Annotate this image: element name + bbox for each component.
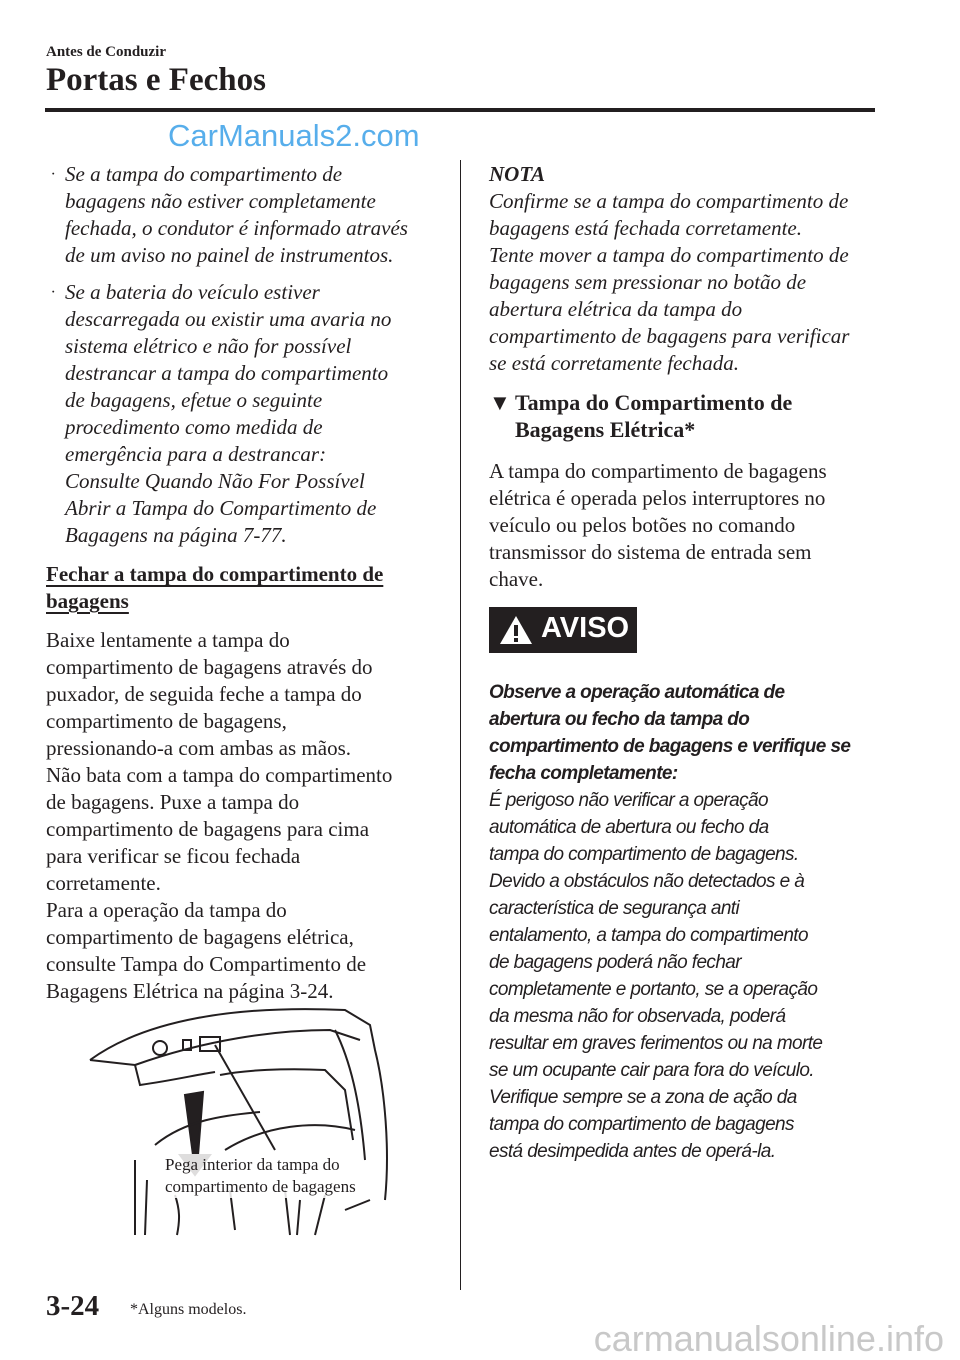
text-line: para verificar se ficou fechada bbox=[46, 844, 301, 868]
text-line: sistema elétrico e não for possível bbox=[65, 334, 352, 358]
text-line: descarregada ou existir uma avaria no bbox=[65, 307, 392, 331]
footnote: *Alguns modelos. bbox=[130, 1301, 247, 1318]
subsection-heading bbox=[46, 561, 383, 615]
text-line: Devido a obstáculos não detectados e à bbox=[489, 871, 805, 892]
text-line: está desimpedida antes de operá-la. bbox=[489, 1141, 776, 1162]
text-line: de um aviso no painel de instrumentos. bbox=[65, 243, 394, 267]
text-line: compartimento de bagagens elétrica, bbox=[46, 925, 354, 949]
heading-marker: ▼ bbox=[489, 390, 511, 415]
text-line: entalamento, a tampa do compartimento bbox=[489, 925, 808, 946]
text-line: bagagens está fechada corretamente. bbox=[489, 216, 802, 240]
warning-badge bbox=[489, 607, 637, 653]
text-line: Bagagens Elétrica na página 3-24. bbox=[46, 979, 334, 1003]
text-line: abertura elétrica da tampa do bbox=[489, 297, 743, 321]
text-line: fechada, o condutor é informado através bbox=[65, 216, 408, 240]
text-line: de bagagens, efetue o seguinte bbox=[65, 388, 323, 412]
text-line: abertura ou fecho da tampa do bbox=[489, 709, 750, 730]
figure-caption bbox=[165, 1154, 356, 1198]
text-line: emergência para a destrancar: bbox=[65, 442, 327, 466]
text-line: Bagagens Elétrica* bbox=[515, 417, 696, 442]
text-line: chave. bbox=[489, 567, 544, 591]
text-line: Tampa do Compartimento de bbox=[515, 390, 793, 415]
text-line: A tampa do compartimento de bagagens bbox=[489, 459, 827, 483]
text-line: compartimento de bagagens bbox=[165, 1177, 356, 1196]
text-line: bagagens sem pressionar no botão de bbox=[489, 270, 807, 294]
bullet-1-text bbox=[65, 161, 408, 269]
text-line: Tente mover a tampa do compartimento de bbox=[489, 243, 849, 267]
page-title: Portas e Fechos bbox=[46, 62, 266, 98]
text-line: Confirme se a tampa do compartimento de bbox=[489, 189, 849, 213]
text-line: consulte Tampa do Compartimento de bbox=[46, 952, 367, 976]
note-text bbox=[489, 188, 849, 377]
text-line: tampa do compartimento de bagagens bbox=[489, 1114, 794, 1135]
text-line: de bagagens poderá não fechar bbox=[489, 952, 741, 973]
watermark-top: CarManuals2.com bbox=[168, 118, 420, 153]
text-line: destrancar a tampa do compartimento bbox=[65, 361, 389, 385]
section-label: Antes de Conduzir bbox=[46, 44, 167, 60]
power-liftgate-body bbox=[489, 458, 827, 593]
text-line: fecha completamente: bbox=[489, 763, 678, 784]
text-line: Baixe lentamente a tampa do bbox=[46, 628, 290, 652]
text-line: corretamente. bbox=[46, 871, 161, 895]
text-line: Consulte Quando Não For Possível bbox=[65, 469, 365, 493]
watermark-bottom: carmanualsonline.info bbox=[593, 1318, 944, 1359]
text-line: elétrica é operada pelos interruptores no bbox=[489, 486, 826, 510]
liftgate-illustration bbox=[85, 1000, 405, 1240]
text-line: Pega interior da tampa do bbox=[165, 1155, 340, 1174]
text-line: É perigoso não verificar a operação bbox=[489, 790, 768, 811]
text-line: veículo ou pelos botões no comando bbox=[489, 513, 796, 537]
text-line: Para a operação da tampa do bbox=[46, 898, 287, 922]
body-paragraph bbox=[46, 627, 392, 1005]
text-line: Bagagens na página 7-77. bbox=[65, 523, 287, 547]
text-line: tampa do compartimento de bagagens. bbox=[489, 844, 799, 865]
bullet-1 bbox=[51, 161, 408, 269]
bullet-mark: · bbox=[51, 166, 55, 183]
header-rule bbox=[45, 108, 875, 112]
text-line: Fechar a tampa do compartimento de bbox=[46, 562, 384, 586]
bullet-2 bbox=[51, 279, 392, 549]
text-line: compartimento de bagagens e verifique se bbox=[489, 736, 851, 757]
text-line: automática de abertura ou fecho da bbox=[489, 817, 769, 838]
text-line: compartimento de bagagens através do bbox=[46, 655, 373, 679]
text-line: bagagens bbox=[46, 589, 129, 613]
page-number: 3-24 bbox=[46, 1290, 100, 1322]
bullet-mark: · bbox=[51, 284, 55, 301]
text-line: resultar em graves ferimentos ou na morte bbox=[489, 1033, 823, 1054]
text-line: transmissor do sistema de entrada sem bbox=[489, 540, 812, 564]
text-line: compartimento de bagagens, bbox=[46, 709, 287, 733]
warning-title bbox=[489, 679, 850, 787]
bullet-2-text bbox=[65, 279, 391, 549]
text-line: se um ocupante cair para fora do veículo. bbox=[489, 1060, 814, 1081]
warning-text bbox=[489, 787, 822, 1165]
text-line: Não bata com a tampa do compartimento bbox=[46, 763, 393, 787]
note-label: NOTA bbox=[489, 162, 546, 186]
column-divider bbox=[460, 160, 461, 1290]
text-line: Observe a operação automática de bbox=[489, 682, 785, 703]
text-line: completamente e portanto, se a operação bbox=[489, 979, 818, 1000]
text-line: bagagens não estiver completamente bbox=[65, 189, 376, 213]
text-line: puxador, de seguida feche a tampa do bbox=[46, 682, 362, 706]
text-line: procedimento como medida de bbox=[65, 415, 323, 439]
text-line: Se a bateria do veículo estiver bbox=[65, 280, 320, 304]
warning-triangle-icon bbox=[499, 615, 533, 645]
text-line: característica de segurança anti bbox=[489, 898, 740, 919]
text-line: compartimento de bagagens para verificar bbox=[489, 324, 850, 348]
text-line: da mesma não for observada, poderá bbox=[489, 1006, 786, 1027]
text-line: compartimento de bagagens para cima bbox=[46, 817, 370, 841]
warning-label: AVISO bbox=[541, 612, 630, 644]
text-line: Abrir a Tampa do Compartimento de bbox=[65, 496, 377, 520]
power-liftgate-heading bbox=[515, 389, 792, 443]
text-line: de bagagens. Puxe a tampa do bbox=[46, 790, 300, 814]
text-line: se está corretamente fechada. bbox=[489, 351, 739, 375]
text-line: Verifique sempre se a zona de ação da bbox=[489, 1087, 797, 1108]
text-line: pressionando-a com ambas as mãos. bbox=[46, 736, 352, 760]
text-line: Se a tampa do compartimento de bbox=[65, 162, 343, 186]
